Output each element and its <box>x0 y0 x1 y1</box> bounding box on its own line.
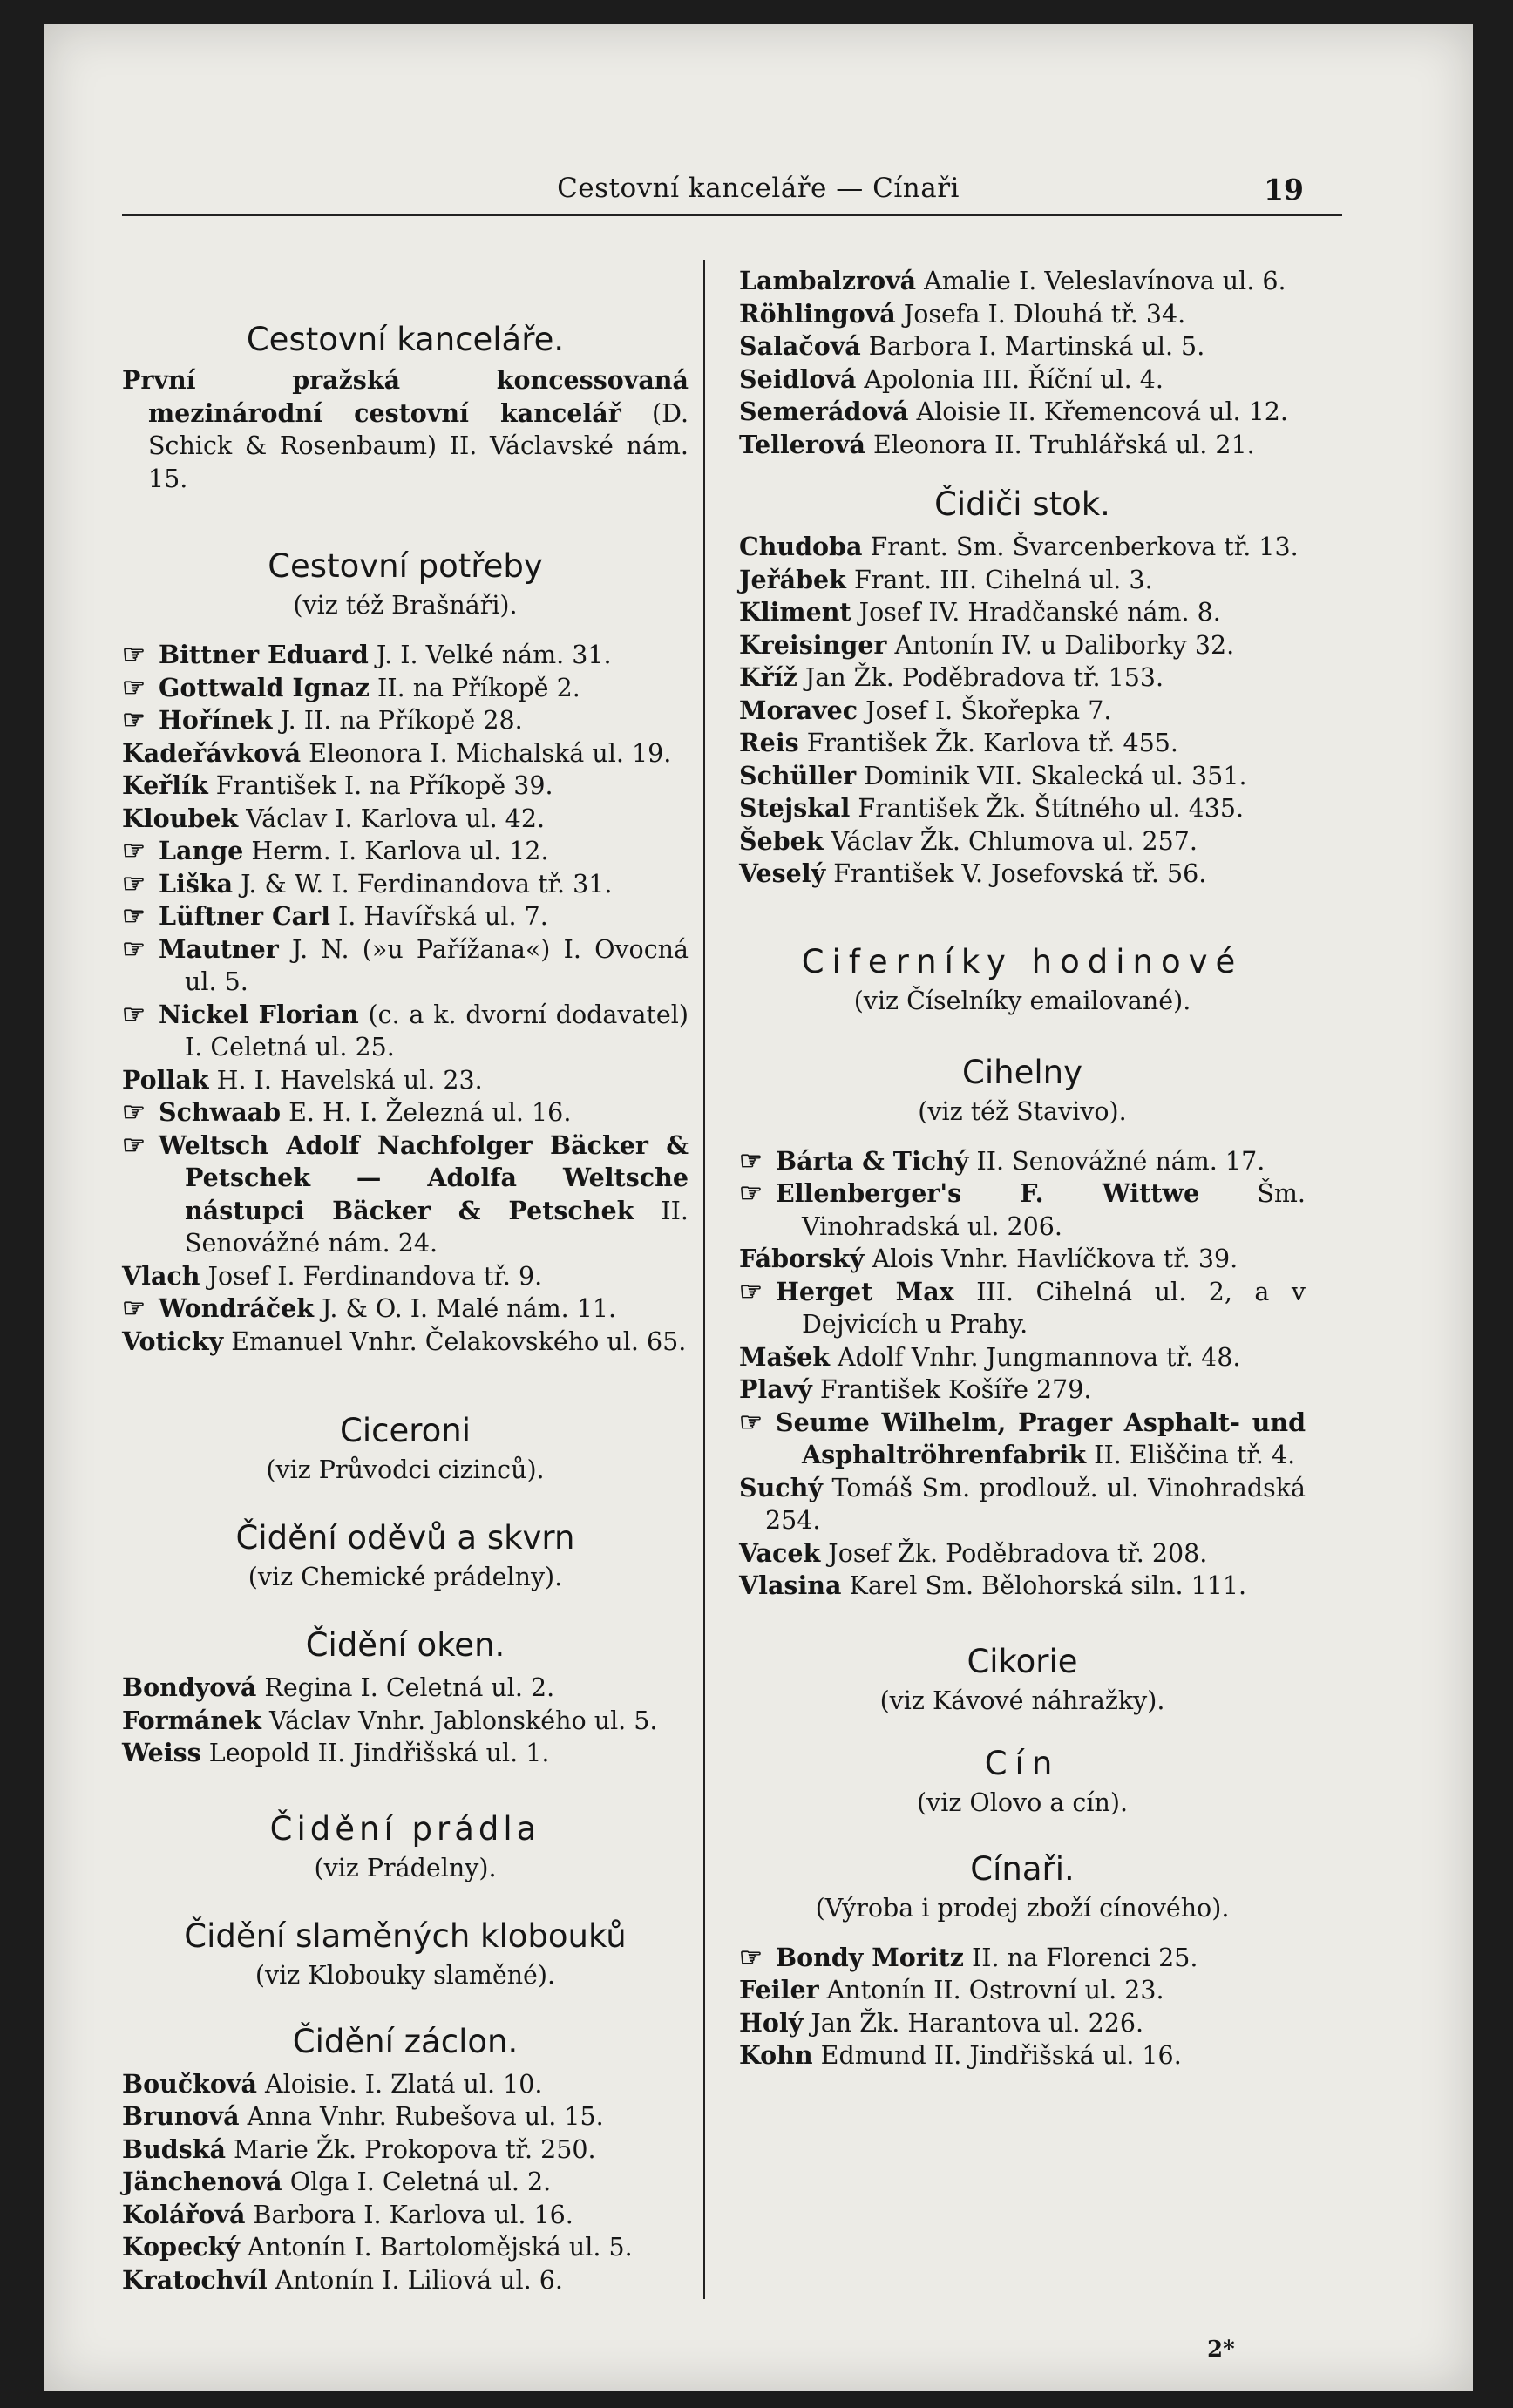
section-heading: Cestovní potřeby <box>268 547 543 585</box>
entry-name: Vacek <box>739 1537 821 1568</box>
entry-address: III. Cihelná ul. 2, a v Dejvicích u Prahy. <box>802 1277 1306 1339</box>
directory-entry <box>739 1243 1306 1276</box>
cross-reference: (viz Klobouky slaměné). <box>254 1960 556 1990</box>
entry-address: Josefa I. Dlouhá tř. 34. <box>895 299 1186 329</box>
directory-entry <box>739 792 1306 825</box>
directory-entry <box>739 265 1306 298</box>
directory-entry <box>122 2231 689 2264</box>
entry-address: Edmund II. Jindřišská ul. 16. <box>812 2041 1182 2070</box>
entry-name: Salačová <box>739 331 861 361</box>
pointing-hand-icon: ☞ <box>122 1097 144 1128</box>
cross-reference: (viz Prádelny). <box>314 1853 497 1882</box>
entry-name: Bondyová <box>122 1672 257 1702</box>
pointing-hand-icon: ☞ <box>122 868 144 899</box>
entry-address: Josef I. Škořepka 7. <box>858 695 1112 725</box>
entry-address: Josef I. Ferdinandova tř. 9. <box>200 1261 543 1291</box>
pointing-hand-icon: ☞ <box>122 999 144 1030</box>
entry-address: Marie Žk. Prokopova tř. 250. <box>226 2134 596 2164</box>
entry-name: Holý <box>739 2007 804 2038</box>
section-heading: Čidiči stok. <box>934 485 1110 523</box>
cross-reference: (viz též Brašnáři). <box>293 591 518 620</box>
entry-name: Seidlová <box>739 363 857 394</box>
directory-entry <box>739 330 1306 363</box>
section-heading: Čidění oděvů a skvrn <box>235 1519 575 1557</box>
entry-address: Václav Žk. Chlumova ul. 257. <box>823 826 1198 856</box>
entry-address: Olga I. Celetná ul. 2. <box>282 2167 552 2196</box>
entry-address: Aloisie II. Křemencová ul. 12. <box>908 397 1288 426</box>
entry-name: Kratochvíl <box>122 2264 268 2295</box>
entry-name: Stejskal <box>739 793 851 823</box>
directory-entry <box>739 1276 1306 1341</box>
entry-name: Semerádová <box>739 397 909 426</box>
directory-entry <box>739 695 1306 728</box>
section-heading: Čidění záclon. <box>292 2022 519 2060</box>
entry-name: Ellenberger's F. Wittwe <box>776 1178 1200 1208</box>
entry-address: Antonín IV. u Daliborky 32. <box>886 630 1235 660</box>
entry-name: Jänchenová <box>122 2167 282 2196</box>
directory-entry <box>122 2133 689 2167</box>
entry-address: Frant. Sm. Švarcenberkova tř. 13. <box>862 532 1299 561</box>
directory-entry <box>122 737 689 770</box>
directory-entry <box>739 396 1306 429</box>
entry-address: Tomáš Sm. prodlouž. ul. Vinohradská 254. <box>765 1473 1306 1535</box>
entry-address: Dominik VII. Skalecká ul. 351. <box>856 761 1247 790</box>
entry-address: František I. na Příkopě 39. <box>207 771 553 800</box>
directory-entry <box>122 1260 689 1293</box>
directory-entry <box>122 672 689 705</box>
entry-name: Bondy Moritz <box>776 1942 964 1972</box>
entry-address: Apolonia III. Říční ul. 4. <box>856 364 1164 394</box>
entry-name: Weltsch Adolf Nachfolger Bäcker & Petschek — Adolfa Weltsche nástupci Bäcker & Petschek <box>159 1129 689 1225</box>
entry-name: Fáborský <box>739 1244 865 1273</box>
directory-entry <box>122 1737 689 1770</box>
entry-name: Pollak <box>122 1064 209 1095</box>
section-heading: Cikorie <box>967 1642 1078 1680</box>
directory-entry <box>122 933 689 999</box>
entry-name: Bárta & Tichý <box>776 1145 969 1176</box>
directory-entry <box>122 1705 689 1738</box>
cross-reference: (Výroba i prodej zboží cínového). <box>815 1893 1230 1923</box>
directory-entry <box>739 596 1306 629</box>
entry-name: Kříž <box>739 662 797 692</box>
entry-name: Hořínek <box>159 705 273 735</box>
entry-name: Schüller <box>739 760 857 790</box>
directory-entry <box>122 868 689 901</box>
entry-name: Veselý <box>739 858 826 888</box>
entry-name: Suchý <box>739 1472 823 1502</box>
directory-entry <box>122 2166 689 2199</box>
entry-name: Röhlingová <box>739 298 896 329</box>
entry-name: Vlach <box>122 1260 200 1291</box>
directory-entry <box>739 2039 1306 2072</box>
section-heading: Cínaři. <box>970 1849 1075 1888</box>
entry-name: Boučková <box>122 2068 257 2099</box>
entry-name: Voticky <box>122 1326 224 1356</box>
entry-name: Feiler <box>739 1975 819 2004</box>
entry-address: Antonín II. Ostrovní ul. 23. <box>818 1976 1164 2004</box>
directory-entry <box>739 2007 1306 2040</box>
pointing-hand-icon: ☞ <box>739 1178 761 1209</box>
pointing-hand-icon: ☞ <box>122 1293 144 1324</box>
entry-address: Eleonora I. Michalská ul. 19. <box>301 738 672 768</box>
pointing-hand-icon: ☞ <box>122 640 144 670</box>
column-divider <box>703 260 705 2299</box>
pointing-hand-icon: ☞ <box>739 1145 761 1177</box>
pointing-hand-icon: ☞ <box>122 1129 144 1161</box>
directory-entry <box>122 1129 689 1260</box>
section-heading: Čidění prádla <box>269 1809 541 1848</box>
entry-name: Kliment <box>739 597 851 627</box>
entry-address: Jan Žk. Harantova ul. 226. <box>803 2008 1144 2038</box>
directory-entry <box>122 1064 689 1097</box>
entry-address: J. & O. I. Malé nám. 11. <box>314 1294 617 1323</box>
pointing-hand-icon: ☞ <box>122 901 144 932</box>
entry-address: Anna Vnhr. Rubešova ul. 15. <box>239 2102 604 2131</box>
entry-name: Lange <box>159 836 244 865</box>
entry-address: J. I. Velké nám. 31. <box>368 641 612 669</box>
directory-entry <box>739 1570 1306 1603</box>
cross-reference: (viz Průvodci cizinců). <box>266 1455 545 1484</box>
cross-reference: (viz též Stavivo). <box>918 1096 1127 1126</box>
entry-address: Amalie I. Veleslavínova ul. 6. <box>916 267 1286 295</box>
directory-entry <box>739 727 1306 760</box>
entry-address: (D. Schick & Rosenbaum) II. Václavské nám. 15. <box>148 398 689 493</box>
entry-address: II. Senovážné nám. 17. <box>968 1146 1265 1176</box>
section-heading: Cestovní kanceláře. <box>246 321 565 358</box>
entry-name: Schwaab <box>159 1097 282 1127</box>
running-title: Cestovní kanceláře — Cínaři <box>557 173 960 204</box>
pointing-hand-icon: ☞ <box>739 1407 761 1438</box>
entry-address: Frant. III. Cihelná ul. 3. <box>845 565 1153 594</box>
directory-entry <box>739 298 1306 331</box>
entry-address: II. Senovážné nám. 24. <box>185 1196 689 1258</box>
entry-address: Václav I. Karlova ul. 42. <box>238 804 546 833</box>
entry-name: Bittner Eduard <box>159 640 369 669</box>
entry-address: (c. a k. dvorní dodavatel) I. Celetná ul. 25. <box>185 1000 689 1062</box>
entry-address: František Žk. Karlova tř. 455. <box>798 729 1178 757</box>
directory-entry <box>739 1537 1306 1570</box>
entry-name: Seume Wilhelm, Prager Asphalt- und Asphaltröhrenfabrik <box>776 1407 1306 1469</box>
directory-entry <box>739 1145 1306 1178</box>
directory-entry <box>122 999 689 1064</box>
directory-entry <box>122 1292 689 1326</box>
entry-address: Jan Žk. Poděbradova tř. 153. <box>797 663 1164 692</box>
entry-address: Josef IV. Hradčanské nám. 8. <box>851 598 1221 627</box>
directory-entry <box>739 363 1306 397</box>
entry-name: Weiss <box>122 1738 201 1767</box>
entry-name: Reis <box>739 728 799 757</box>
entry-address: E. H. I. Železná ul. 16. <box>281 1098 572 1127</box>
entry-address: Leopold II. Jindřišská ul. 1. <box>200 1739 550 1767</box>
pointing-hand-icon: ☞ <box>122 836 144 866</box>
directory-page <box>44 24 1473 2391</box>
cross-reference: (viz Chemické prádelny). <box>248 1563 563 1591</box>
entry-name: Herget Max <box>776 1276 954 1306</box>
directory-entry <box>122 835 689 868</box>
section-heading: Cín <box>984 1744 1061 1782</box>
pointing-hand-icon: ☞ <box>122 705 144 736</box>
directory-entry <box>739 858 1306 891</box>
entry-address: Josef Žk. Poděbradova tř. 208. <box>820 1538 1208 1568</box>
entry-name: Budská <box>122 2133 226 2164</box>
entry-address: Regina I. Celetná ul. 2. <box>256 1673 555 1702</box>
entry-name: Kadeřávková <box>122 737 302 768</box>
directory-entry <box>122 2264 689 2297</box>
entry-address: Václav Vnhr. Jablonského ul. 5. <box>261 1706 658 1735</box>
entry-name: Gottwald Ignaz <box>159 672 370 702</box>
entry-address: Herm. I. Karlova ul. 12. <box>243 837 549 865</box>
directory-entry <box>739 1177 1306 1243</box>
entry-name: Jeřábek <box>739 564 846 594</box>
cross-reference: (viz Olovo a cín). <box>916 1787 1129 1817</box>
entry-name: Liška <box>159 868 234 899</box>
directory-entry <box>122 900 689 933</box>
pointing-hand-icon: ☞ <box>122 672 144 703</box>
entry-address: František Košíře 279. <box>811 1375 1092 1404</box>
cross-reference: (viz Číselníky emailované). <box>853 986 1191 1015</box>
entry-name: Wondráček <box>159 1293 315 1323</box>
directory-entry <box>739 1974 1306 2007</box>
entry-name: Lüftner Carl <box>159 901 330 931</box>
entry-name: Nickel Florian <box>159 999 359 1029</box>
left-column <box>122 265 689 2296</box>
section-heading: Čidění slaměných klobouků <box>184 1916 627 1955</box>
entry-name: Kopecký <box>122 2232 240 2262</box>
entry-address: I. Havířská ul. 7. <box>329 902 548 931</box>
entry-name: Mautner <box>159 933 279 964</box>
entry-name: Kolářová <box>122 2199 246 2229</box>
entry-address: Aloisie. I. Zlatá ul. 10. <box>256 2069 543 2099</box>
entry-name: Kohn <box>739 2040 813 2070</box>
entry-address: J. N. (»u Pařížana«) I. Ovocná ul. 5. <box>185 934 689 996</box>
directory-entry <box>122 704 689 737</box>
directory-entry <box>122 1672 689 1705</box>
entry-address: II. Eliščina tř. 4. <box>1086 1441 1296 1469</box>
directory-entry <box>739 1942 1306 1975</box>
directory-entry <box>739 825 1306 858</box>
directory-entry <box>122 364 689 495</box>
entry-name: Chudoba <box>739 532 863 561</box>
entry-address: II. na Příkopě 2. <box>370 673 580 702</box>
entry-address: Antonín I. Bartolomějská ul. 5. <box>239 2233 633 2262</box>
directory-entry <box>739 564 1306 597</box>
entry-name: Kreisinger <box>739 629 887 660</box>
entry-name: Lambalzrová <box>739 266 917 295</box>
entry-name: Brunová <box>122 2101 240 2131</box>
section-heading: Ciferníky hodinové <box>801 942 1244 980</box>
pointing-hand-icon: ☞ <box>122 933 144 965</box>
directory-entry <box>739 1472 1306 1537</box>
entry-address: Eleonora II. Truhlářská ul. 21. <box>865 430 1255 459</box>
directory-entry <box>739 1407 1306 1472</box>
entry-name: Plavý <box>739 1374 812 1404</box>
directory-entry <box>122 2068 689 2101</box>
entry-address: J. & W. I. Ferdinandova tř. 31. <box>233 869 613 899</box>
section-heading: Čidění oken. <box>305 1626 505 1664</box>
directory-entry <box>122 803 689 836</box>
entry-address: Adolf Vnhr. Jungmannova tř. 48. <box>829 1342 1241 1372</box>
entry-name: Moravec <box>739 695 858 725</box>
entry-address: František Žk. Štítného ul. 435. <box>850 794 1245 823</box>
directory-entry <box>739 531 1306 564</box>
cross-reference: (viz Kávové náhražky). <box>879 1686 1165 1715</box>
entry-address: Emanuel Vnhr. Čelakovského ul. 65. <box>223 1326 687 1356</box>
entry-address: Karel Sm. Bělohorská siln. 111. <box>841 1571 1247 1600</box>
directory-entry <box>122 639 689 672</box>
entry-name: První pražská koncessovaná mezinárodní cestovní kancelář <box>122 365 689 428</box>
directory-entry <box>739 760 1306 793</box>
right-column <box>739 265 1306 2072</box>
section-heading: Cihelny <box>962 1053 1082 1091</box>
section-heading: Ciceroni <box>340 1412 471 1449</box>
directory-entry <box>739 661 1306 695</box>
entry-name: Mašek <box>739 1341 830 1372</box>
directory-entry <box>122 770 689 803</box>
entry-address: Barbora I. Karlova ul. 16. <box>245 2200 573 2229</box>
entry-address: Šm. Vinohradská ul. 206. <box>802 1179 1306 1241</box>
directory-entry <box>122 2100 689 2133</box>
directory-entry <box>122 2199 689 2232</box>
directory-entry <box>739 429 1306 462</box>
entry-address: František V. Josefovská tř. 56. <box>825 859 1207 888</box>
pointing-hand-icon: ☞ <box>739 1276 761 1307</box>
directory-entry <box>122 1096 689 1129</box>
entry-address: Alois Vnhr. Havlíčkova tř. 39. <box>864 1245 1238 1273</box>
entry-name: Vlasina <box>739 1570 842 1600</box>
entry-address: H. I. Havelská ul. 23. <box>208 1065 483 1095</box>
entry-address: Barbora I. Martinská ul. 5. <box>860 332 1205 361</box>
entry-name: Šebek <box>739 825 824 856</box>
directory-entry <box>739 629 1306 662</box>
entry-address: Antonín I. Liliová ul. 6. <box>267 2265 563 2295</box>
directory-entry <box>739 1374 1306 1407</box>
header-rule <box>122 214 1342 216</box>
entry-name: Keřlík <box>122 770 208 800</box>
signature-mark: 2* <box>1207 2337 1235 2363</box>
entry-name: Formánek <box>122 1705 261 1735</box>
directory-entry <box>739 1341 1306 1374</box>
entry-address: II. na Florenci 25. <box>963 1943 1198 1972</box>
directory-entry <box>122 1326 689 1359</box>
entry-name: Tellerová <box>739 429 865 459</box>
pointing-hand-icon: ☞ <box>739 1942 761 1973</box>
entry-address: J. II. na Příkopě 28. <box>272 706 523 735</box>
page-number: 19 <box>1264 173 1304 207</box>
entry-name: Kloubek <box>122 803 239 833</box>
